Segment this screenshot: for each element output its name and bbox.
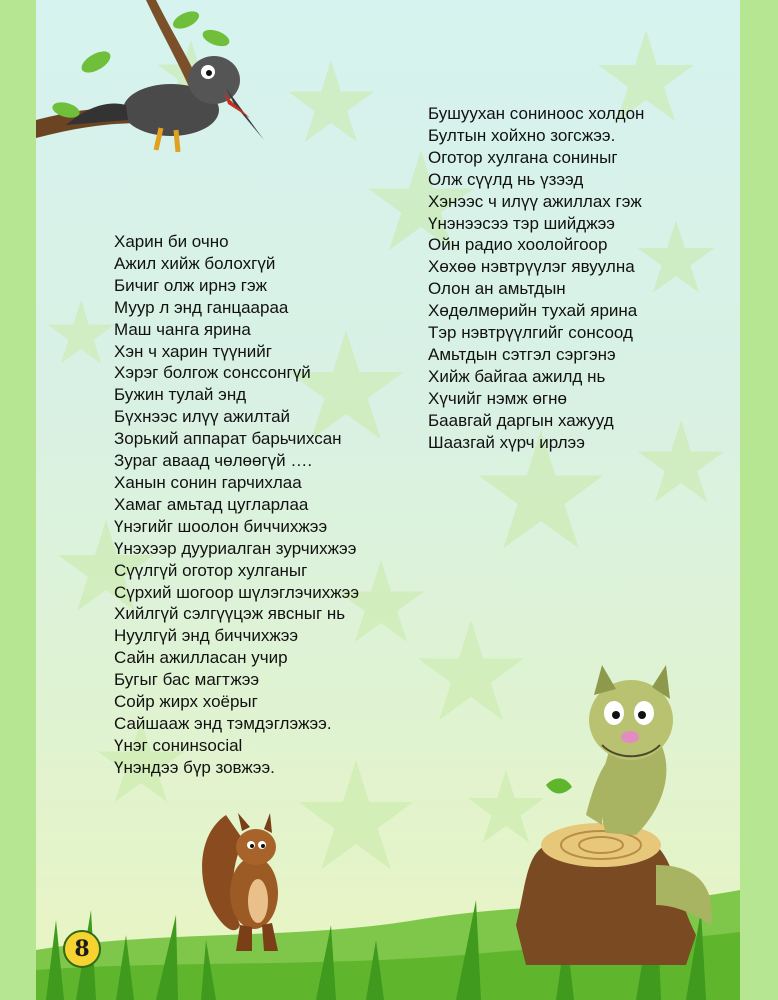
squirrel-illustration xyxy=(196,805,286,955)
poem-line: Сайн ажилласан учир xyxy=(114,648,288,668)
poem-line: Хийлгүй сэлгүүцэж явсныг нь xyxy=(114,604,346,624)
poem-line: Хөхөө нэвтрүүлэг явуулна xyxy=(428,257,635,277)
poem-line: Үнэгийг шоолон биччихжээ xyxy=(114,516,328,536)
poem-line: Олж сүүлд нь үзээд xyxy=(428,169,584,189)
poem-line: Хөдөлмөрийн тухай ярина xyxy=(428,301,638,321)
leaf-decoration xyxy=(636,220,716,300)
poem-line: Бүхнээс илүү ажилтай xyxy=(114,407,291,427)
book-page xyxy=(36,0,740,1000)
poem-line: Зорький аппарат барьчихсан xyxy=(114,429,342,449)
poem-line: Үнэхээр дууриалган зурчихжээ xyxy=(114,538,357,558)
poem-line: Бултын хойхно зогсжээ. xyxy=(428,125,616,145)
leaf-decoration xyxy=(286,60,376,150)
poem-line: Муур л энд ганцаараа xyxy=(114,297,289,317)
poem-line: Хэнээс ч илүү ажиллах гэж xyxy=(428,191,642,211)
poem-line: Зураг аваад чөлөөгүй …. xyxy=(114,451,313,471)
poem-line: Хүчийг нэмж өгнө xyxy=(428,388,567,408)
poem-line: Сүрхий шогоор шүлэглэчихжээ xyxy=(114,582,359,602)
poem-line: Сайшааж энд тэмдэглэжээ. xyxy=(114,713,332,733)
poem-line: Ажил хийж болохгүй xyxy=(114,253,276,273)
poem-line: Хамаг амьтад цугларлаа xyxy=(114,494,309,514)
page-number: 8 xyxy=(63,930,101,968)
poem-line: Оготор хулгана сониныг xyxy=(428,147,618,167)
poem-line: Бушуухан сониноос холдон xyxy=(428,104,645,123)
poem-line: Хэрэг болгож сонссонгүй xyxy=(114,363,311,383)
poem-column-right xyxy=(428,103,644,454)
poem-line: Нуулгүй энд биччихжээ xyxy=(114,626,299,646)
poem-line: Баавгай даргын хажууд xyxy=(428,410,614,430)
poem-line: Хэн ч харин түүнийг xyxy=(114,341,272,361)
poem-line: Хийж байгаа ажилд нь xyxy=(428,366,606,386)
poem-line: Ойн радио хоолойгоор xyxy=(428,235,608,255)
poem-line: Бугыг бас магтжээ xyxy=(114,670,260,690)
poem-line: Маш чанга ярина xyxy=(114,319,251,339)
poem-line: Сойр жирх хоёрыг xyxy=(114,692,258,712)
poem-line: Бичиг олж ирнэ гэж xyxy=(114,275,268,295)
leaf-decoration xyxy=(46,300,116,370)
poem-line: Үнэндээ бүр зовжээ. xyxy=(114,757,275,777)
poem-line: Олон ан амьтдын xyxy=(428,279,566,299)
poem-line: Ханын сонин гарчихлаа xyxy=(114,472,302,492)
crow-on-branch-illustration xyxy=(36,0,266,170)
poem-line: Шаазгай хүрч ирлээ xyxy=(428,432,585,452)
poem-line: Харин би очно xyxy=(114,232,229,251)
poem-line: Бужин тулай энд xyxy=(114,385,247,405)
lynx-on-stump-illustration xyxy=(506,665,731,975)
poem-line: Амьтдын сэтгэл сэргэнэ xyxy=(428,344,616,364)
poem-line: Үнэг сонинsocial xyxy=(114,735,243,755)
leaf-decoration xyxy=(636,420,726,510)
poem-line: Тэр нэвтрүүлгийг сонсоод xyxy=(428,323,633,343)
poem-line: Сүүлгүй оготор хулганыг xyxy=(114,560,308,580)
poem-line: Үнэнээсээ тэр шийджээ xyxy=(428,213,615,233)
poem-column-left xyxy=(114,231,359,779)
